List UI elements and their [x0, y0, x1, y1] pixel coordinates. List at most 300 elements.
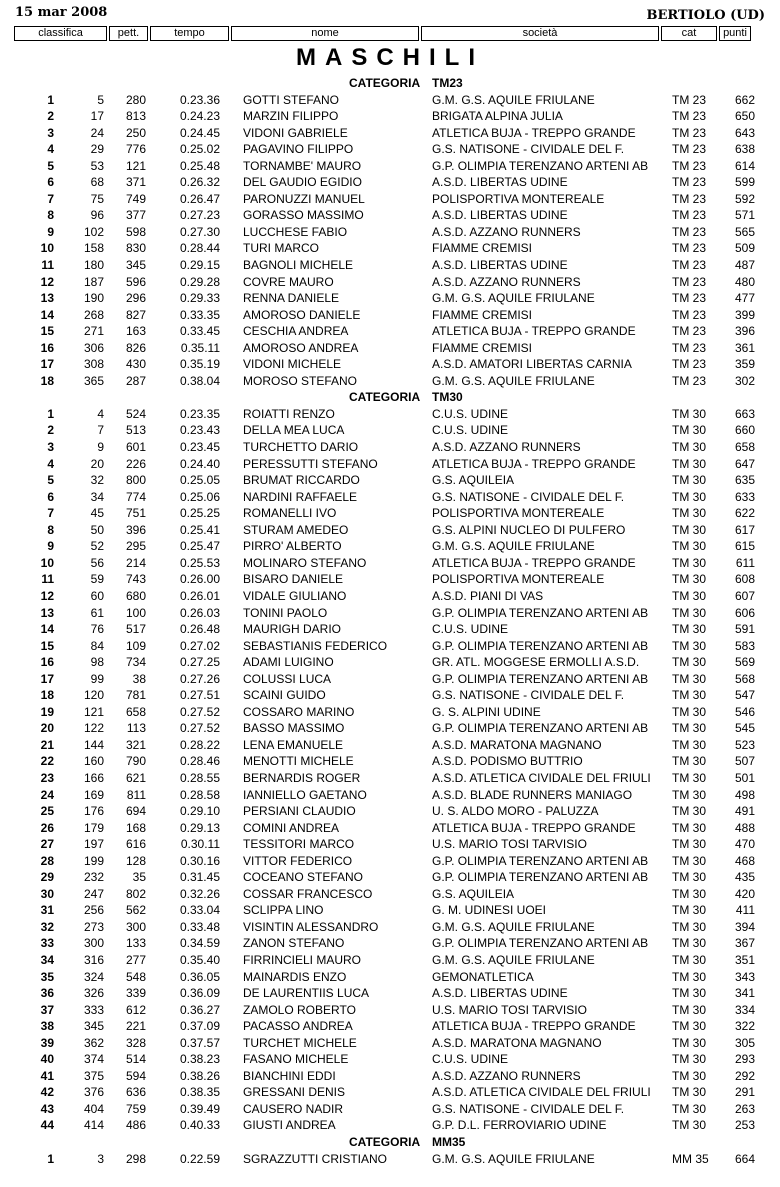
- bib-number: 658: [125, 704, 146, 719]
- position: 11: [41, 258, 54, 273]
- position: 12: [40, 588, 54, 603]
- bib-number: 751: [125, 506, 146, 521]
- category-code: TM 30: [672, 754, 707, 769]
- overall-rank: 45: [90, 506, 104, 521]
- column-header-punti: punti: [719, 26, 751, 41]
- bib-number: 121: [125, 158, 146, 173]
- category-code: TM 23: [672, 191, 707, 206]
- bib-number: 396: [125, 522, 146, 537]
- athlete-name: TESSITORI MARCO: [243, 837, 355, 852]
- table-row: [0, 240, 780, 257]
- table-row: [0, 191, 780, 208]
- table-row: [0, 489, 780, 506]
- table-row: [0, 472, 780, 489]
- bib-number: 636: [125, 1085, 146, 1100]
- points: 396: [734, 324, 755, 339]
- overall-rank: 59: [90, 572, 104, 587]
- position: 28: [40, 853, 54, 868]
- table-row: [0, 555, 780, 572]
- table-row: [0, 125, 780, 142]
- finish-time: 0.28.44: [179, 241, 220, 256]
- table-row: [0, 886, 780, 903]
- bib-number: 749: [125, 191, 146, 206]
- table-row: [0, 1117, 780, 1134]
- position: 3: [47, 125, 54, 140]
- bib-number: 168: [125, 820, 146, 835]
- club-name: A.S.D. ATLETICA CIVIDALE DEL FRIULI: [432, 770, 651, 785]
- athlete-name: COMINI ANDREA: [243, 820, 340, 835]
- finish-time: 0.25.47: [179, 539, 220, 554]
- bib-number: 800: [125, 473, 146, 488]
- athlete-name: PAGAVINO FILIPPO: [243, 142, 354, 157]
- finish-time: 0.28.55: [179, 770, 220, 785]
- column-header-classifica: classifica: [14, 26, 107, 41]
- club-name: G.P. OLIMPIA TERENZANO ARTENI AB: [432, 721, 649, 736]
- bib-number: 548: [125, 969, 146, 984]
- club-name: G.M. G.S. AQUILE FRIULANE: [432, 919, 595, 934]
- bib-number: 598: [125, 224, 146, 239]
- finish-time: 0.36.05: [179, 969, 220, 984]
- bib-number: 517: [125, 622, 146, 637]
- table-row: [0, 704, 780, 721]
- table-row: [0, 952, 780, 969]
- bib-number: 214: [125, 555, 146, 570]
- table-row: [0, 1068, 780, 1085]
- bib-number: 371: [125, 175, 146, 190]
- category-code: TM 23: [672, 324, 707, 339]
- bib-number: 300: [125, 919, 146, 934]
- finish-time: 0.25.05: [179, 473, 220, 488]
- points: 507: [734, 754, 755, 769]
- club-name: G.S. NATISONE - CIVIDALE DEL F.: [432, 142, 625, 157]
- club-name: ATLETICA BUJA - TREPPO GRANDE: [432, 456, 636, 471]
- finish-time: 0.28.46: [179, 754, 220, 769]
- table-row: [0, 869, 780, 886]
- table-row: [0, 406, 780, 423]
- position: 44: [40, 1118, 54, 1133]
- finish-time: 0.24.45: [179, 125, 220, 140]
- bib-number: 280: [125, 92, 146, 107]
- club-name: G.P. OLIMPIA TERENZANO ARTENI AB: [432, 671, 649, 686]
- overall-rank: 362: [83, 1035, 104, 1050]
- position: 33: [40, 936, 54, 951]
- overall-rank: 102: [83, 224, 104, 239]
- club-name: U.S. MARIO TOSI TARVISIO: [432, 837, 587, 852]
- overall-rank: 52: [90, 539, 104, 554]
- position: 1: [47, 406, 54, 421]
- athlete-name: PARONUZZI MANUEL: [243, 191, 365, 206]
- overall-rank: 247: [83, 886, 104, 901]
- club-name: A.S.D. AZZANO RUNNERS: [432, 440, 581, 455]
- points: 606: [734, 605, 755, 620]
- position: 9: [47, 224, 54, 239]
- points: 293: [734, 1052, 755, 1067]
- bib-number: 790: [125, 754, 146, 769]
- athlete-name: TORNAMBE' MAURO: [243, 158, 362, 173]
- bib-number: 743: [125, 572, 146, 587]
- finish-time: 0.34.59: [179, 936, 220, 951]
- category-code: TM 23: [672, 357, 707, 372]
- table-row: [0, 687, 780, 704]
- category-code: TM 23: [672, 158, 707, 173]
- table-row: [0, 356, 780, 373]
- points: 491: [734, 804, 755, 819]
- athlete-name: TURI MARCO: [243, 241, 319, 256]
- table-row: [0, 141, 780, 158]
- position: 1: [47, 92, 54, 107]
- finish-time: 0.25.02: [179, 142, 220, 157]
- bib-number: 100: [125, 605, 146, 620]
- overall-rank: 404: [83, 1101, 104, 1116]
- club-name: G.P. OLIMPIA TERENZANO ARTENI AB: [432, 870, 649, 885]
- finish-time: 0.33.48: [179, 919, 220, 934]
- finish-time: 0.26.00: [179, 572, 220, 587]
- table-row: [0, 108, 780, 125]
- finish-time: 0.28.58: [179, 787, 220, 802]
- table-row: [0, 919, 780, 936]
- athlete-name: IANNIELLO GAETANO: [243, 787, 367, 802]
- athlete-name: SCAINI GUIDO: [243, 688, 326, 703]
- table-row: [0, 274, 780, 291]
- athlete-name: COSSAR FRANCESCO: [243, 886, 373, 901]
- finish-time: 0.30.16: [179, 853, 220, 868]
- points: 468: [734, 853, 755, 868]
- position: 7: [47, 191, 54, 206]
- overall-rank: 5: [97, 92, 104, 107]
- bib-number: 113: [126, 721, 146, 736]
- athlete-name: DE LAURENTIIS LUCA: [243, 986, 370, 1001]
- overall-rank: 24: [90, 125, 104, 140]
- club-name: FIAMME CREMISI: [432, 241, 533, 256]
- club-name: G.P. OLIMPIA TERENZANO ARTENI AB: [432, 936, 649, 951]
- table-row: [0, 373, 780, 390]
- athlete-name: DELLA MEA LUCA: [243, 423, 345, 438]
- club-name: G.M. G.S. AQUILE FRIULANE: [432, 291, 595, 306]
- athlete-name: TURCHET MICHELE: [243, 1035, 357, 1050]
- category-code: TM 30: [672, 969, 707, 984]
- athlete-name: PACASSO ANDREA: [243, 1019, 353, 1034]
- bib-number: 830: [125, 241, 146, 256]
- club-name: ATLETICA BUJA - TREPPO GRANDE: [432, 820, 636, 835]
- table-row: [0, 935, 780, 952]
- category-code: TM 30: [672, 1035, 707, 1050]
- athlete-name: BIANCHINI EDDI: [243, 1068, 336, 1083]
- category-name: TM23: [432, 76, 463, 90]
- finish-time: 0.35.19: [179, 357, 220, 372]
- position: 17: [40, 671, 54, 686]
- category-code: TM 30: [672, 605, 707, 620]
- category-label: CATEGORIA: [349, 390, 421, 405]
- category-code: TM 30: [672, 903, 707, 918]
- category-code: TM 30: [672, 671, 707, 686]
- position: 40: [40, 1052, 54, 1067]
- bib-number: 128: [125, 853, 146, 868]
- points: 663: [734, 406, 755, 421]
- points: 341: [734, 986, 755, 1001]
- position: 41: [40, 1068, 54, 1083]
- table-row: [0, 820, 780, 837]
- overall-rank: 190: [83, 291, 104, 306]
- category-code: TM 30: [672, 456, 707, 471]
- overall-rank: 144: [83, 737, 104, 752]
- finish-time: 0.31.45: [179, 870, 220, 885]
- bib-number: 826: [125, 340, 146, 355]
- race-location: BERTIOLO (UD): [646, 8, 765, 23]
- bib-number: 524: [125, 406, 146, 421]
- points: 615: [734, 539, 755, 554]
- club-name: G.M. G.S. AQUILE FRIULANE: [432, 92, 595, 107]
- points: 591: [734, 622, 755, 637]
- table-row: [0, 737, 780, 754]
- overall-rank: 326: [83, 986, 104, 1001]
- overall-rank: 17: [90, 109, 104, 124]
- athlete-name: GIUSTI ANDREA: [243, 1118, 336, 1133]
- points: 545: [734, 721, 755, 736]
- bib-number: 802: [125, 886, 146, 901]
- category-code: TM 23: [672, 125, 707, 140]
- category-code: TM 23: [672, 175, 707, 190]
- table-row: [0, 605, 780, 622]
- category-code: TM 23: [672, 208, 707, 223]
- finish-time: 0.37.09: [179, 1019, 220, 1034]
- points: 568: [734, 671, 755, 686]
- finish-time: 0.38.04: [179, 373, 220, 388]
- finish-time: 0.26.03: [179, 605, 220, 620]
- athlete-name: COSSARO MARINO: [243, 704, 355, 719]
- finish-time: 0.35.40: [179, 952, 220, 967]
- athlete-name: PIRRO' ALBERTO: [243, 539, 342, 554]
- finish-time: 0.38.23: [179, 1052, 220, 1067]
- position: 13: [40, 605, 54, 620]
- club-name: A.S.D. ATLETICA CIVIDALE DEL FRIULI: [432, 1085, 651, 1100]
- overall-rank: 256: [83, 903, 104, 918]
- finish-time: 0.27.52: [179, 704, 220, 719]
- club-name: U. S. ALDO MORO - PALUZZA: [432, 804, 599, 819]
- finish-time: 0.33.35: [179, 307, 220, 322]
- position: 26: [40, 820, 54, 835]
- category-code: TM 30: [672, 770, 707, 785]
- category-code: TM 30: [672, 588, 707, 603]
- overall-rank: 61: [90, 605, 104, 620]
- club-name: A.S.D. PIANI DI VAS: [432, 588, 544, 603]
- category-code: MM 35: [672, 1151, 709, 1166]
- overall-rank: 197: [83, 837, 104, 852]
- position: 6: [47, 175, 54, 190]
- points: 334: [734, 1002, 755, 1017]
- position: 36: [40, 986, 54, 1001]
- position: 11: [41, 572, 54, 587]
- position: 19: [40, 704, 54, 719]
- category-code: TM 30: [672, 986, 707, 1001]
- table-row: [0, 1002, 780, 1019]
- category-label: CATEGORIA: [349, 76, 421, 90]
- overall-rank: 187: [83, 274, 104, 289]
- club-name: C.U.S. UDINE: [432, 622, 509, 637]
- table-row: [0, 456, 780, 473]
- position: 23: [40, 770, 54, 785]
- overall-rank: 160: [83, 754, 104, 769]
- bib-number: 133: [125, 936, 146, 951]
- athlete-name: TONINI PAOLO: [243, 605, 328, 620]
- athlete-name: TURCHETTO DARIO: [243, 440, 359, 455]
- table-row: [0, 422, 780, 439]
- overall-rank: 376: [83, 1085, 104, 1100]
- category-code: TM 30: [672, 721, 707, 736]
- points: 617: [734, 522, 755, 537]
- athlete-name: FIRRINCIELI MAURO: [243, 952, 362, 967]
- points: 614: [734, 158, 755, 173]
- club-name: A.S.D. AMATORI LIBERTAS CARNIA: [432, 357, 632, 372]
- table-row: [0, 290, 780, 307]
- athlete-name: MOLINARO STEFANO: [243, 555, 367, 570]
- bib-number: 601: [125, 440, 146, 455]
- overall-rank: 199: [83, 853, 104, 868]
- finish-time: 0.23.43: [179, 423, 220, 438]
- club-name: G.S. NATISONE - CIVIDALE DEL F.: [432, 1101, 625, 1116]
- position: 18: [40, 373, 54, 388]
- overall-rank: 375: [83, 1068, 104, 1083]
- overall-rank: 273: [83, 919, 104, 934]
- category-code: TM 23: [672, 291, 707, 306]
- athlete-name: VIDALE GIULIANO: [243, 588, 347, 603]
- finish-time: 0.36.27: [179, 1002, 220, 1017]
- points: 367: [734, 936, 755, 951]
- position: 15: [40, 638, 54, 653]
- points: 322: [734, 1019, 755, 1034]
- position: 10: [40, 555, 54, 570]
- points: 361: [734, 340, 755, 355]
- athlete-name: MAURIGH DARIO: [243, 622, 342, 637]
- table-row: [0, 985, 780, 1002]
- athlete-name: RENNA DANIELE: [243, 291, 340, 306]
- points: 498: [734, 787, 755, 802]
- overall-rank: 7: [97, 423, 104, 438]
- table-row: [0, 224, 780, 241]
- points: 611: [735, 555, 755, 570]
- table-row: [0, 174, 780, 191]
- category-code: TM 23: [672, 92, 707, 107]
- table-row: [0, 1051, 780, 1068]
- category-code: TM 30: [672, 522, 707, 537]
- table-row: [0, 836, 780, 853]
- club-name: G.S. AQUILEIA: [432, 473, 515, 488]
- position: 13: [40, 291, 54, 306]
- club-name: ATLETICA BUJA - TREPPO GRANDE: [432, 555, 636, 570]
- athlete-name: BAGNOLI MICHELE: [243, 258, 354, 273]
- athlete-name: CAUSERO NADIR: [243, 1101, 344, 1116]
- bib-number: 694: [125, 804, 146, 819]
- finish-time: 0.29.33: [179, 291, 220, 306]
- finish-time: 0.23.36: [179, 92, 220, 107]
- category-code: TM 30: [672, 787, 707, 802]
- club-name: G. S. ALPINI UDINE: [432, 704, 541, 719]
- points: 263: [734, 1101, 755, 1116]
- points: 622: [734, 506, 755, 521]
- position: 25: [40, 804, 54, 819]
- overall-rank: 29: [90, 142, 104, 157]
- bib-number: 616: [125, 837, 146, 852]
- category-label: CATEGORIA: [349, 1135, 421, 1149]
- finish-time: 0.26.01: [179, 588, 220, 603]
- finish-time: 0.38.26: [179, 1068, 220, 1083]
- position: 5: [47, 473, 54, 488]
- bib-number: 734: [125, 655, 146, 670]
- finish-time: 0.30.11: [180, 837, 220, 852]
- table-row: [0, 522, 780, 539]
- club-name: FIAMME CREMISI: [432, 307, 533, 322]
- athlete-name: SCLIPPA LINO: [243, 903, 324, 918]
- club-name: G.P. D.L. FERROVIARIO UDINE: [432, 1118, 607, 1133]
- table-row: [0, 1101, 780, 1118]
- points: 394: [734, 919, 755, 934]
- athlete-name: CESCHIA ANDREA: [243, 324, 349, 339]
- points: 592: [734, 191, 755, 206]
- category-code: TM 23: [672, 109, 707, 124]
- position: 37: [40, 1002, 54, 1017]
- table-row: [0, 1018, 780, 1035]
- table-row: [0, 307, 780, 324]
- club-name: ATLETICA BUJA - TREPPO GRANDE: [432, 1019, 636, 1034]
- points: 501: [734, 770, 755, 785]
- category-code: TM 23: [672, 224, 707, 239]
- athlete-name: NARDINI RAFFAELE: [243, 489, 358, 504]
- bib-number: 774: [125, 489, 146, 504]
- athlete-name: ZAMOLO ROBERTO: [243, 1002, 356, 1017]
- position: 18: [40, 688, 54, 703]
- overall-rank: 99: [90, 671, 104, 686]
- club-name: GR. ATL. MOGGESE ERMOLLI A.S.D.: [432, 655, 640, 670]
- finish-time: 0.27.26: [179, 671, 220, 686]
- column-header-bar: [14, 26, 765, 41]
- athlete-name: GORASSO MASSIMO: [243, 208, 364, 223]
- club-name: G.S. NATISONE - CIVIDALE DEL F.: [432, 688, 625, 703]
- club-name: GEMONATLETICA: [432, 969, 534, 984]
- category-code: TM 30: [672, 704, 707, 719]
- overall-rank: 50: [90, 522, 104, 537]
- table-row: [0, 753, 780, 770]
- position: 20: [40, 721, 54, 736]
- points: 292: [734, 1068, 755, 1083]
- category-code: TM 30: [672, 870, 707, 885]
- category-code: TM 30: [672, 804, 707, 819]
- category-code: TM 30: [672, 622, 707, 637]
- position: 17: [40, 357, 54, 372]
- finish-time: 0.23.45: [179, 440, 220, 455]
- position: 30: [40, 886, 54, 901]
- position: 6: [47, 489, 54, 504]
- position: 35: [40, 969, 54, 984]
- results-table: [0, 75, 780, 1167]
- bib-number: 776: [125, 142, 146, 157]
- club-name: A.S.D. PODISMO BUTTRIO: [432, 754, 583, 769]
- club-name: C.U.S. UDINE: [432, 423, 509, 438]
- bib-number: 296: [125, 291, 146, 306]
- overall-rank: 324: [83, 969, 104, 984]
- category-code: TM 30: [672, 952, 707, 967]
- finish-time: 0.29.28: [179, 274, 220, 289]
- position: 39: [40, 1035, 54, 1050]
- bib-number: 287: [125, 373, 146, 388]
- overall-rank: 316: [83, 952, 104, 967]
- category-code: TM 23: [672, 241, 707, 256]
- club-name: G. M. UDINESI UOEI: [432, 903, 547, 918]
- athlete-name: SEBASTIANIS FEDERICO: [243, 638, 388, 653]
- finish-time: 0.24.23: [179, 109, 220, 124]
- column-header-tempo: tempo: [150, 26, 229, 41]
- finish-time: 0.33.45: [179, 324, 220, 339]
- club-name: A.S.D. AZZANO RUNNERS: [432, 224, 581, 239]
- overall-rank: 84: [90, 638, 104, 653]
